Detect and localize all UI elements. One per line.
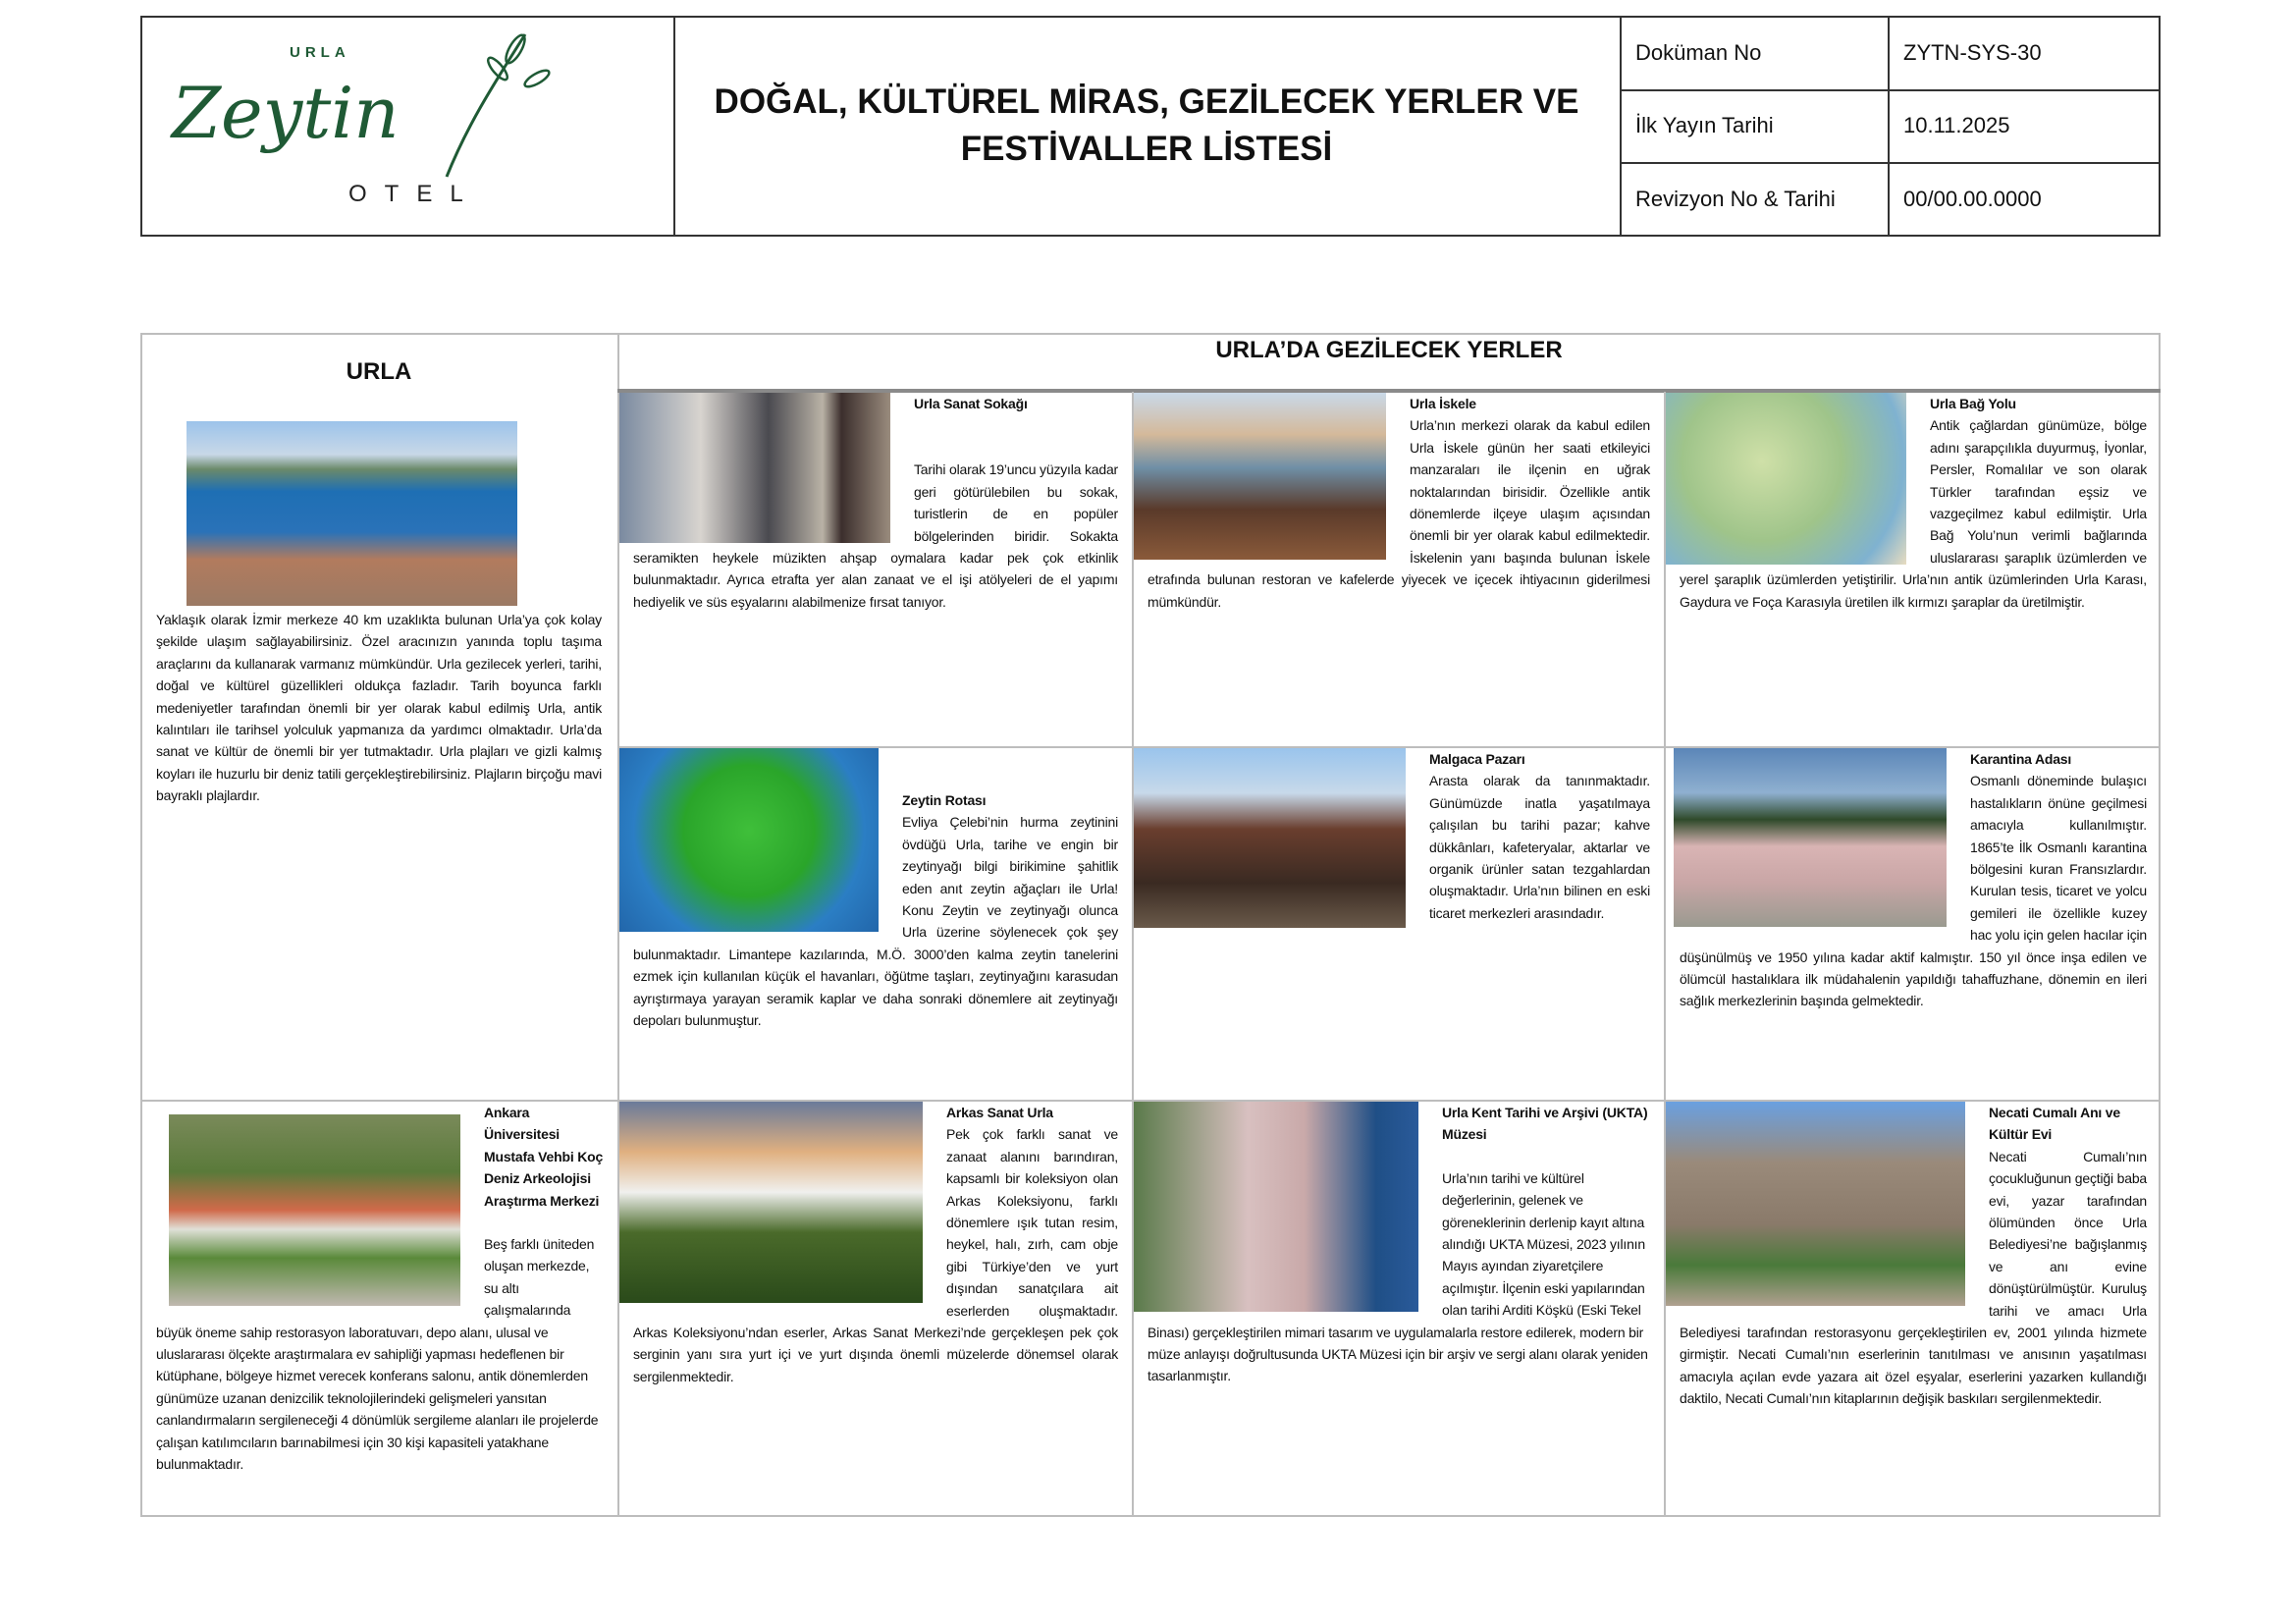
place-cell <box>142 1102 617 1517</box>
place-photo <box>619 393 890 543</box>
place-text: Osmanlı döneminde bulaşıcı hastalıkların önüne geçilmesi amacıyla kullanılmıştır. 1865’te İlk Osmanlı karantina bölgesini kuran Fransızlardır. Kurulan tesis, ticaret ve yolcu gemileri ile özellikle kuzey hac yolu için gelen hacılar için düşünülmüş ve 1950 yılına kadar aktif kalmıştır. 150 yıl önce inşa edilen ve ölümcül hastalıklara ilk müdahalenin yapıldığı tahaffuzhane, dönemin en ileri sağlık merkezlerinin başında gelmektedir. <box>1680 773 2147 1009</box>
place-title: Necati Cumalı Anı ve Kültür Evi <box>1989 1105 2120 1143</box>
hotel-logo <box>152 29 663 216</box>
place-photo <box>1666 393 1906 565</box>
place-cell <box>1134 393 1664 746</box>
place-photo <box>619 1102 923 1303</box>
place-title: Karantina Adası <box>1970 751 2072 767</box>
place-title: Arkas Sanat Urla <box>946 1105 1053 1120</box>
revision-label: Revizyon No & Tarihi <box>1635 186 1836 211</box>
place-photo <box>1674 748 1947 927</box>
place-cell <box>619 748 1132 1100</box>
place-title: Urla İskele <box>1410 396 1476 411</box>
doc-no-value: ZYTN-SYS-30 <box>1903 39 2042 65</box>
place-text: Tarihi olarak 19’uncu yüzyıla kadar geri götürülebilen bu sokak, turistlerin de en popüler bölgelerinden biridir. Sokakta seramikten heykele müzikten ahşap oymalara kadar pek çok etkinlik bulunmaktadır. Ayrıca etrafta yer alan zanaat ve el işi atölyeleri de el yapımı hediyelik ve süs eşyalarını alabilmenize fırsat tanıyor. <box>633 461 1118 610</box>
logo-zeytin: Zeytin <box>172 72 400 154</box>
urla-aerial-photo <box>187 421 517 606</box>
place-cell <box>1134 1102 1664 1517</box>
place-text: Evliya Çelebi’nin hurma zeytinini övdüğü Urla, tarihe ve engin bir zeytinyağı bilgi birikimine şahitlik eden anıt zeytin ağaçları ile Urla! Konu Zeytin ve zeytinyağı olunca Urla üzerine söylenecek çok şey bulunmaktadır. Limantepe kazılarında, M.Ö. 3000’den kalma zeytin tanelerini ezmek için kullanılan küçük el havanları, öğütme taşları, zeytinyağını karasudan ayrıştırmaya yarayan seramik kaplar ve daha sonraki dönemlere ait zeytinyağı depoları bulunmuştur. <box>633 814 1118 1029</box>
urla-description <box>142 609 615 903</box>
place-text: Beş farklı üniteden oluşan merkezde, su altı çalışmalarında büyük öneme sahip restorasyon laboratuvarı, depo alanı, ulusal ve uluslararası ölçekte araştırmalara ev sahipliği yapması hedeflenen bir kütüphane, bölgeye hizmet verecek konferans salonu, antik dönemlerden günümüze uzanan denizcilik teknolojilerindeki gelişmeleri yansıtan canlandırmaların sergileneceği 4 dönümlük sergileme alanları ile projelerde çalışan katılımcıların barınabilmesi için 30 kişi kapasiteli yatakhane bulunmaktadır. <box>156 1236 599 1473</box>
place-photo <box>1134 393 1386 560</box>
first-publish-label: İlk Yayın Tarihi <box>1635 113 1774 137</box>
place-cell <box>619 1102 1132 1517</box>
place-cell <box>1666 748 2161 1100</box>
urla-text: Yaklaşık olarak İzmir merkeze 40 km uzaklıkta bulunan Urla’ya çok kolay şekilde ulaşım sağlayabilirsiniz. Özel aracınızın yanında toplu taşıma araçlarını da kullanarak varmanız mümkündür. Urla gezilecek yerleri, tarihi, doğal ve kültürel güzellikleri oldukça fazladır. Tarih boyunca farklı medeniyetler tarafından önemli bir yer olarak kabul edilmiş Urla, antik kalıntıları ile tarihsel yolculuk yapmanıza da yardımcı olmaktadır. Urla’da sanat ve kültür de önemli bir yer tutmaktadır. Urla plajları ve gizli kalmış koyları ile huzurlu bir deniz tatili gerçekleştirebilirsiniz. Plajların birçoğu mavi bayraklı plajlardır. <box>156 612 602 804</box>
logo-urla: URLA <box>290 44 350 61</box>
place-text: Arasta olarak da tanınmaktadır. Günümüzde inatla yaşatılmaya çalışılan bu tarihi pazar; kahve dükkânları, kafeteryalar, aktarlar ve organik ürünler satan tezgahlardan oluşmaktadır. Urla’nın bilinen en eski ticaret merkezleri arasındadır. <box>1429 773 1650 921</box>
place-text: Urla’nın merkezi olarak da kabul edilen Urla İskele günün her saati etkileyici manzaraları ile ilçenin en uğrak noktalarından birisidir. Özellikle antik dönemlerde ilçeye ulaşım açısından önemli bir yer olarak kabul edilmektedir. İskelenin yanı başında bulunan İskele etrafında bulunan restoran ve kafelerde yiyecek ve içecek ihtiyacının giderilmesi mümkündür. <box>1148 417 1650 610</box>
place-text: Necati Cumalı’nın çocukluğunun geçtiği baba evi, yazar tarafından ölümünden önce Urla Belediyesi’ne bağışlanmış ve anı evine dönüştürülmüştür. Kuruluş tarihi ve amacı Urla Belediyesi tarafından restorasyonu gerçekleştirilen ev, 2001 yılında hizmete girmiştir. Necati Cumalı’nın eserlerinin tanıtılması ve anısının yaşatılması amacıyla açılan evde yazara ait özel eşyalar, eserlerini yazarken kullandığı daktilo, Necati Cumalı’nın kitaplarının değişik baskıları sergilenmektedir. <box>1680 1148 2147 1407</box>
document-title: DOĞAL, KÜLTÜREL MİRAS, GEZİLECEK YERLER VE FESTİVALLER LİSTESİ <box>714 82 1579 168</box>
doc-no-label: Doküman No <box>1635 39 1762 65</box>
place-cell <box>619 393 1132 746</box>
place-title: Urla Bağ Yolu <box>1930 396 2016 411</box>
place-photo <box>1134 748 1406 928</box>
place-title: Ankara Üniversitesi Mustafa Vehbi Koç Deniz Arkeolojisi Araştırma Merkezi <box>484 1105 604 1209</box>
place-cell <box>1134 748 1664 1100</box>
logo-otel: OTEL <box>348 181 481 207</box>
urla-title: URLA <box>346 358 412 385</box>
place-title: Urla Sanat Sokağı <box>914 396 1028 411</box>
place-text: Antik çağlardan günümüze, bölge adını şarapçılıkla duyurmuş, İyonlar, Persler, Romalılar ve son olarak Türkler tarafından eşsiz ve vazgeçilmez kabul edilmiştir. Urla Bağ Yolu’nun verimli bağlarında uluslararası şaraplık üzümlerden ve yerel şaraplık üzümlerden yetiştirilir. Urla’nın antik üzümlerinden Urla Karası, Gaydura ve Foça Karasıyla üretilen ilk kırmızı şaraplar da üretilmiştir. <box>1680 417 2147 610</box>
place-photo <box>169 1114 460 1306</box>
revision-value: 00/00.00.0000 <box>1903 186 2042 211</box>
place-title: Urla Kent Tarihi ve Arşivi (UKTA) Müzesi <box>1442 1105 1648 1143</box>
place-photo <box>1134 1102 1418 1312</box>
place-photo <box>619 748 879 932</box>
place-text: Pek çok farklı sanat ve zanaat alanını barındıran, kapsamlı bir koleksiyon olan Arkas Koleksiyonu, farklı dönemlere ışık tutan resim, heykel, halı, zırh, cam obje gibi Türkiye’den ve yurt dışından sanatçılara ait eserlerden oluşmaktadır. Arkas Koleksiyonu’ndan eserler, Arkas Sanat Merkezi’nde gerçekleşen pek çok serginin yanı sıra yurt içi ve yurt dışında önemli müzelerde dönemsel olarak sergilenmektedir. <box>633 1126 1118 1384</box>
place-title: Zeytin Rotası <box>902 792 987 808</box>
place-cell <box>1666 1102 2161 1517</box>
place-title: Malgaca Pazarı <box>1429 751 1525 767</box>
first-publish-value: 10.11.2025 <box>1903 113 2010 137</box>
place-text: Urla’nın tarihi ve kültürel değerlerinin, gelenek ve göreneklerinin derlenip kayıt altına alındığı UKTA Müzesi, 2023 yılının Mayıs ayından ziyaretçilere açılmıştır. İlçenin eski yapılarından olan tarihi Arditi Köşkü (Eski Tekel Binası) gerçekleştirilen mimari tasarım ve uygulamalarla restore edilerek, modern bir müze anlayışı doğrultusunda UKTA Müzesi için bir arşiv ve sergi alanı olarak yeniden tasarlanmıştır. <box>1148 1169 1648 1384</box>
section-title: URLA’DA GEZİLECEK YERLER <box>1215 337 1563 363</box>
place-cell <box>1666 393 2161 746</box>
place-photo <box>1666 1102 1965 1306</box>
